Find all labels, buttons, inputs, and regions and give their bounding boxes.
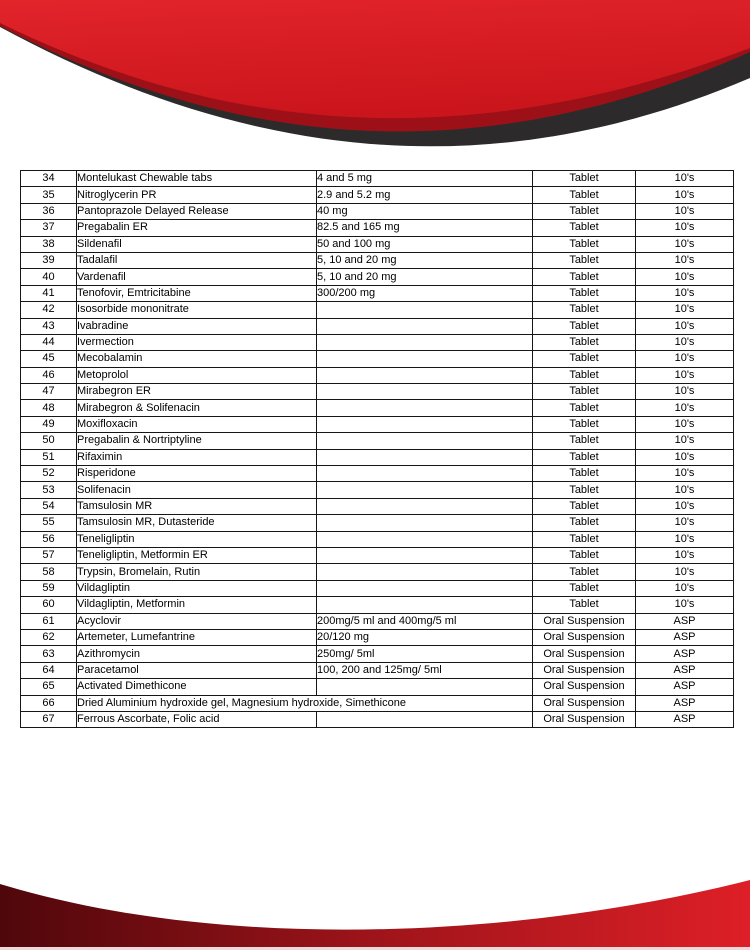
- form-cell: Tablet: [533, 515, 636, 531]
- form-cell: Tablet: [533, 531, 636, 547]
- product-name-cell: Metoprolol: [77, 367, 317, 383]
- row-number-cell: 51: [21, 449, 77, 465]
- form-cell: Tablet: [533, 203, 636, 219]
- product-name-cell: Solifenacin: [77, 482, 317, 498]
- row-number-cell: 57: [21, 547, 77, 563]
- dosage-cell: [317, 351, 533, 367]
- product-name-cell: Pantoprazole Delayed Release: [77, 203, 317, 219]
- row-number-cell: 49: [21, 416, 77, 432]
- row-number-cell: 42: [21, 302, 77, 318]
- form-cell: Tablet: [533, 482, 636, 498]
- product-name-cell: Rifaximin: [77, 449, 317, 465]
- form-cell: Tablet: [533, 236, 636, 252]
- dosage-cell: [317, 580, 533, 596]
- dosage-cell: [317, 416, 533, 432]
- product-name-cell: Pregabalin ER: [77, 220, 317, 236]
- dosage-cell: [317, 711, 533, 727]
- form-cell: Tablet: [533, 466, 636, 482]
- row-number-cell: 64: [21, 662, 77, 678]
- table-row: [21, 482, 734, 498]
- pack-cell: 10's: [636, 367, 734, 383]
- product-name-cell: Ivabradine: [77, 318, 317, 334]
- product-name-cell: Pregabalin & Nortriptyline: [77, 433, 317, 449]
- dosage-cell: [317, 318, 533, 334]
- table-row: [21, 466, 734, 482]
- pack-cell: 10's: [636, 515, 734, 531]
- pack-cell: 10's: [636, 187, 734, 203]
- form-cell: Tablet: [533, 597, 636, 613]
- row-number-cell: 35: [21, 187, 77, 203]
- form-cell: Tablet: [533, 367, 636, 383]
- form-cell: Tablet: [533, 318, 636, 334]
- table-row: [21, 711, 734, 727]
- table-row: [21, 334, 734, 350]
- table-row: [21, 187, 734, 203]
- row-number-cell: 56: [21, 531, 77, 547]
- row-number-cell: 41: [21, 285, 77, 301]
- form-cell: Tablet: [533, 187, 636, 203]
- pack-cell: 10's: [636, 334, 734, 350]
- pack-cell: ASP: [636, 613, 734, 629]
- pack-cell: 10's: [636, 564, 734, 580]
- row-number-cell: 40: [21, 269, 77, 285]
- dosage-cell: 300/200 mg: [317, 285, 533, 301]
- product-name-cell: Ferrous Ascorbate, Folic acid: [77, 711, 317, 727]
- product-name-cell: Montelukast Chewable tabs: [77, 171, 317, 187]
- form-cell: Tablet: [533, 302, 636, 318]
- form-cell: Tablet: [533, 564, 636, 580]
- form-cell: Oral Suspension: [533, 695, 636, 711]
- table-row: [21, 679, 734, 695]
- form-cell: Tablet: [533, 252, 636, 268]
- form-cell: Tablet: [533, 171, 636, 187]
- pack-cell: 10's: [636, 597, 734, 613]
- form-cell: Tablet: [533, 384, 636, 400]
- dosage-cell: [317, 433, 533, 449]
- row-number-cell: 45: [21, 351, 77, 367]
- row-number-cell: 38: [21, 236, 77, 252]
- table-row: [21, 269, 734, 285]
- row-number-cell: 46: [21, 367, 77, 383]
- row-number-cell: 37: [21, 220, 77, 236]
- row-number-cell: 58: [21, 564, 77, 580]
- dosage-cell: 82.5 and 165 mg: [317, 220, 533, 236]
- form-cell: Oral Suspension: [533, 711, 636, 727]
- table-row: [21, 613, 734, 629]
- footer-wave-graphic: [0, 870, 750, 950]
- row-number-cell: 47: [21, 384, 77, 400]
- form-cell: Tablet: [533, 400, 636, 416]
- product-name-cell: Vildagliptin, Metformin: [77, 597, 317, 613]
- dosage-cell: 5, 10 and 20 mg: [317, 252, 533, 268]
- row-number-cell: 67: [21, 711, 77, 727]
- row-number-cell: 61: [21, 613, 77, 629]
- table-row: [21, 580, 734, 596]
- pack-cell: 10's: [636, 531, 734, 547]
- form-cell: Tablet: [533, 334, 636, 350]
- pack-cell: 10's: [636, 416, 734, 432]
- product-name-cell: Mecobalamin: [77, 351, 317, 367]
- form-cell: Tablet: [533, 498, 636, 514]
- table-row: [21, 171, 734, 187]
- product-name-cell: Nitroglycerin PR: [77, 187, 317, 203]
- row-number-cell: 39: [21, 252, 77, 268]
- product-name-cell: Mirabegron & Solifenacin: [77, 400, 317, 416]
- pack-cell: 10's: [636, 318, 734, 334]
- table-row: [21, 547, 734, 563]
- table-row: [21, 400, 734, 416]
- table-row: [21, 433, 734, 449]
- table-row: [21, 597, 734, 613]
- row-number-cell: 65: [21, 679, 77, 695]
- form-cell: Tablet: [533, 220, 636, 236]
- product-name-cell: Vardenafil: [77, 269, 317, 285]
- row-number-cell: 48: [21, 400, 77, 416]
- row-number-cell: 54: [21, 498, 77, 514]
- product-name-cell: Azithromycin: [77, 646, 317, 662]
- dosage-cell: 2.9 and 5.2 mg: [317, 187, 533, 203]
- table-row: [21, 449, 734, 465]
- pack-cell: ASP: [636, 662, 734, 678]
- row-number-cell: 36: [21, 203, 77, 219]
- pack-cell: 10's: [636, 498, 734, 514]
- row-number-cell: 60: [21, 597, 77, 613]
- row-number-cell: 66: [21, 695, 77, 711]
- dosage-cell: [317, 384, 533, 400]
- dosage-cell: 50 and 100 mg: [317, 236, 533, 252]
- table-row: [21, 252, 734, 268]
- form-cell: Tablet: [533, 416, 636, 432]
- dosage-cell: [317, 547, 533, 563]
- table-row: [21, 531, 734, 547]
- table-row: [21, 318, 734, 334]
- dosage-cell: [317, 466, 533, 482]
- product-name-cell: Trypsin, Bromelain, Rutin: [77, 564, 317, 580]
- pack-cell: 10's: [636, 302, 734, 318]
- row-number-cell: 59: [21, 580, 77, 596]
- table-row: [21, 564, 734, 580]
- dosage-cell: 5, 10 and 20 mg: [317, 269, 533, 285]
- dosage-cell: 20/120 mg: [317, 629, 533, 645]
- form-cell: Tablet: [533, 449, 636, 465]
- table-row: [21, 646, 734, 662]
- product-name-cell: Mirabegron ER: [77, 384, 317, 400]
- pack-cell: 10's: [636, 466, 734, 482]
- pack-cell: 10's: [636, 580, 734, 596]
- dosage-cell: 200mg/5 ml and 400mg/5 ml: [317, 613, 533, 629]
- table-row: [21, 416, 734, 432]
- dosage-cell: 250mg/ 5ml: [317, 646, 533, 662]
- dosage-cell: 100, 200 and 125mg/ 5ml: [317, 662, 533, 678]
- product-name-cell: Tamsulosin MR: [77, 498, 317, 514]
- product-name-cell: Paracetamol: [77, 662, 317, 678]
- product-name-cell: Tadalafil: [77, 252, 317, 268]
- pack-cell: 10's: [636, 236, 734, 252]
- product-name-cell: Risperidone: [77, 466, 317, 482]
- dosage-cell: [317, 564, 533, 580]
- pack-cell: ASP: [636, 629, 734, 645]
- product-name-cell: Teneligliptin, Metformin ER: [77, 547, 317, 563]
- row-number-cell: 62: [21, 629, 77, 645]
- product-name-cell: Artemeter, Lumefantrine: [77, 629, 317, 645]
- pack-cell: ASP: [636, 711, 734, 727]
- form-cell: Tablet: [533, 580, 636, 596]
- row-number-cell: 43: [21, 318, 77, 334]
- pack-cell: 10's: [636, 203, 734, 219]
- pack-cell: 10's: [636, 171, 734, 187]
- product-name-cell: Ivermection: [77, 334, 317, 350]
- product-table: [20, 170, 734, 728]
- table-row: [21, 351, 734, 367]
- form-cell: Tablet: [533, 351, 636, 367]
- form-cell: Tablet: [533, 269, 636, 285]
- row-number-cell: 55: [21, 515, 77, 531]
- header-wave-graphic: [0, 0, 750, 170]
- product-name-cell: Acyclovir: [77, 613, 317, 629]
- row-number-cell: 52: [21, 466, 77, 482]
- pack-cell: ASP: [636, 646, 734, 662]
- dosage-cell: [317, 400, 533, 416]
- pack-cell: 10's: [636, 449, 734, 465]
- product-name-cell: Activated Dimethicone: [77, 679, 317, 695]
- pack-cell: 10's: [636, 252, 734, 268]
- table-row: [21, 384, 734, 400]
- pack-cell: 10's: [636, 547, 734, 563]
- form-cell: Oral Suspension: [533, 613, 636, 629]
- dosage-cell: [317, 367, 533, 383]
- table-row: [21, 285, 734, 301]
- product-name-cell: Isosorbide mononitrate: [77, 302, 317, 318]
- dosage-cell: [317, 302, 533, 318]
- table-row: [21, 302, 734, 318]
- row-number-cell: 44: [21, 334, 77, 350]
- form-cell: Oral Suspension: [533, 629, 636, 645]
- dosage-cell: [317, 679, 533, 695]
- row-number-cell: 53: [21, 482, 77, 498]
- product-name-cell: Teneligliptin: [77, 531, 317, 547]
- table-row: [21, 220, 734, 236]
- dosage-cell: [317, 449, 533, 465]
- product-name-cell: Dried Aluminium hydroxide gel, Magnesium hydroxide, Simethicone: [77, 695, 533, 711]
- dosage-cell: [317, 482, 533, 498]
- pack-cell: 10's: [636, 400, 734, 416]
- row-number-cell: 34: [21, 171, 77, 187]
- dosage-cell: [317, 498, 533, 514]
- form-cell: Oral Suspension: [533, 679, 636, 695]
- row-number-cell: 50: [21, 433, 77, 449]
- dosage-cell: [317, 334, 533, 350]
- form-cell: Oral Suspension: [533, 646, 636, 662]
- product-name-cell: Tamsulosin MR, Dutasteride: [77, 515, 317, 531]
- dosage-cell: [317, 515, 533, 531]
- table-row: [21, 515, 734, 531]
- form-cell: Tablet: [533, 433, 636, 449]
- pack-cell: 10's: [636, 433, 734, 449]
- dosage-cell: [317, 597, 533, 613]
- pack-cell: ASP: [636, 695, 734, 711]
- table-row: [21, 203, 734, 219]
- footer-red-curve: [0, 880, 750, 950]
- table-row: [21, 629, 734, 645]
- row-number-cell: 63: [21, 646, 77, 662]
- pack-cell: 10's: [636, 285, 734, 301]
- product-name-cell: Moxifloxacin: [77, 416, 317, 432]
- dosage-cell: 40 mg: [317, 203, 533, 219]
- form-cell: Tablet: [533, 547, 636, 563]
- table-row: [21, 695, 734, 711]
- form-cell: Oral Suspension: [533, 662, 636, 678]
- pack-cell: 10's: [636, 384, 734, 400]
- table-row: [21, 662, 734, 678]
- product-name-cell: Vildagliptin: [77, 580, 317, 596]
- form-cell: Tablet: [533, 285, 636, 301]
- pack-cell: 10's: [636, 220, 734, 236]
- table-row: [21, 367, 734, 383]
- pack-cell: 10's: [636, 351, 734, 367]
- table-row: [21, 236, 734, 252]
- product-name-cell: Sildenafil: [77, 236, 317, 252]
- product-name-cell: Tenofovir, Emtricitabine: [77, 285, 317, 301]
- pack-cell: 10's: [636, 482, 734, 498]
- pack-cell: 10's: [636, 269, 734, 285]
- dosage-cell: [317, 531, 533, 547]
- pack-cell: ASP: [636, 679, 734, 695]
- dosage-cell: 4 and 5 mg: [317, 171, 533, 187]
- table-row: [21, 498, 734, 514]
